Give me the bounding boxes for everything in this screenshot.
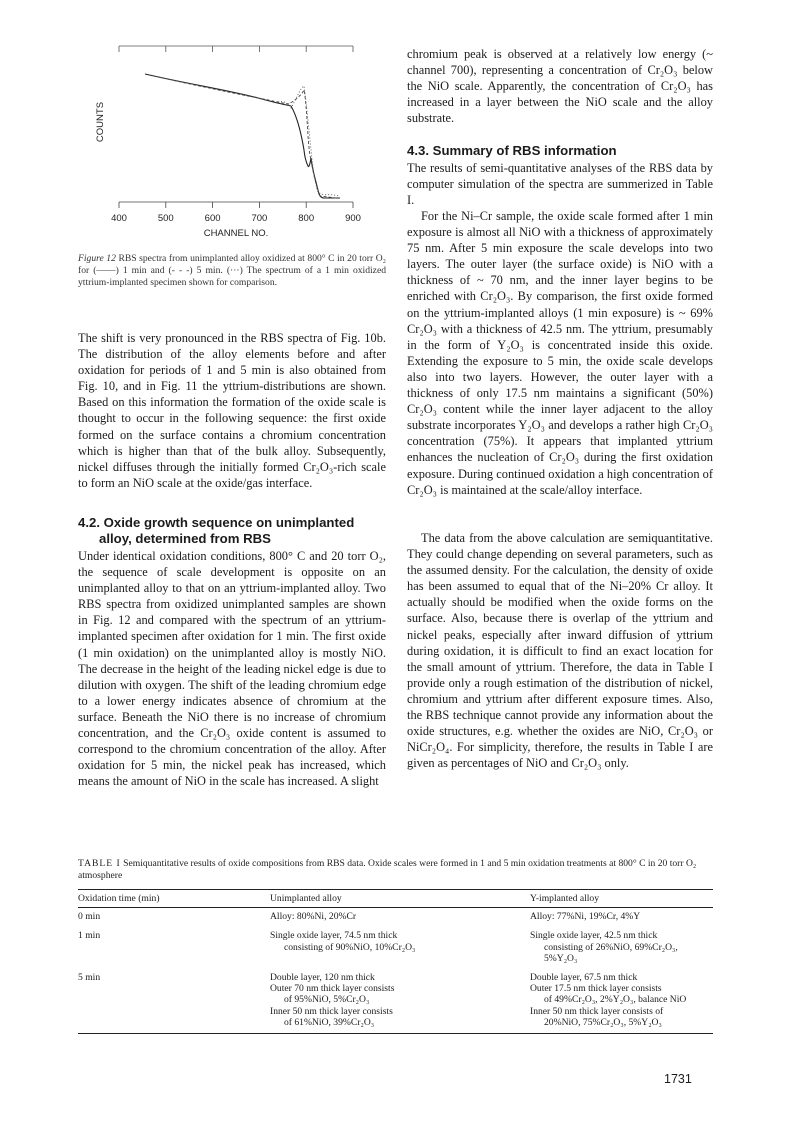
left-paragraph-1: The shift is very pronounced in the RBS spectra of Fig. 10b. The distribution of the alloy elements before and after oxidation for periods of 1 and 5 min is also obtained from Fig. 10, and in Fig. 11 the yttrium-distributions are shown. Based on this information the formation of the oxide scale is thought to occur in the following sequence: the first oxide formed on the surface contains a chromium concentration which is higher than that of the bulk alloy. Subsequently, nickel diffuses through the initially formed Cr₂O₃-rich scale to form an NiO scale at the oxide/gas interface.: [78, 331, 386, 490]
chart-bottom-ticks: [119, 202, 353, 208]
table-cell-time: 5 min: [78, 969, 270, 1034]
table-cell-time: 0 min: [78, 911, 101, 923]
page-number: 1731: [664, 1072, 692, 1086]
table-cell-line: Inner 50 nm thick layer consists: [270, 1005, 393, 1017]
xtick-label-800: 800: [298, 213, 315, 224]
xtick-label-500: 500: [157, 213, 174, 224]
section-4-2-heading-line1: 4.2. Oxide growth sequence on unimplanted: [78, 515, 355, 530]
chart-top-ticks: [119, 46, 353, 52]
table-row: [78, 927, 713, 969]
table-cell-line: Single oxide layer, 42.5 nm thick: [530, 930, 658, 942]
figure-12-caption: [78, 253, 386, 289]
table-cell-line: of 95%NiO, 5%Cr₂O₃: [284, 994, 370, 1006]
section-4-2-heading: [78, 515, 386, 547]
chart-x-label: CHANNEL NO.: [203, 228, 269, 239]
table-cell-unimplanted: [270, 927, 530, 969]
table-cell-line: 20%NiO, 75%Cr₂O₃, 5%Y₂O₃: [544, 1016, 662, 1028]
spectrum-yttrium-dotted: [278, 86, 340, 196]
figure-12-caption-label: Figure 12: [78, 253, 116, 264]
table-row: [78, 908, 713, 928]
table-cell-implanted: [530, 927, 713, 969]
table-cell-line: Alloy: 80%Ni, 20%Cr: [270, 911, 357, 923]
table-header-time: Oxidation time (min): [78, 890, 270, 908]
table-header-row: [78, 890, 713, 908]
right-paragraph-1: chromium peak is observed at a relatively low energy (~ channel 700), representing a concentration of Cr₂O₃ below the NiO scale. Apparently, the concentration of Cr₂O₃ has increased in a layer between the NiO scale and the alloy substrate.: [407, 47, 713, 126]
xtick-label-900: 900: [345, 213, 361, 224]
figure-12: [78, 40, 386, 239]
table-1: [78, 858, 713, 1034]
chart-y-label: COUNTS: [95, 101, 106, 143]
right-paragraph-2: The results of semi-quantitative analyses of the RBS data by computer simulation of the spectra are summerized in Table I.: [407, 161, 713, 208]
table-cell-line: 5%Y₂O₃: [544, 952, 578, 964]
table-cell-line: of 61%NiO, 39%Cr₂O₃: [284, 1016, 375, 1028]
xtick-label-600: 600: [204, 213, 221, 224]
xtick-label-700: 700: [251, 213, 268, 224]
table-row: [78, 969, 713, 1034]
table-cell-line: Outer 70 nm thick layer consists: [270, 983, 395, 995]
table-cell-unimplanted: [270, 969, 530, 1034]
table-cell-line: consisting of 26%NiO, 69%Cr₂O₃,: [544, 941, 678, 953]
table-header-implanted: Y-implanted alloy: [530, 890, 713, 908]
section-4-2-heading-line2: alloy, determined from RBS: [99, 531, 271, 546]
right-paragraph-4: The data from the above calculation are semiquantitative. They could change depending on several parameters, such as the assumed density. For the calculation, the density of oxide has been assumed to equal that of the Ni–20% Cr alloy. It actually should be modified when the oxide forms on the surface. Also, because there is overlap of the yttrium and nickel peaks, especially after inward diffusion of yttrium during oxidation, it is difficult to find an exact location for the small amount of yttrium. Therefore, the data in Table I provide only a rough estimation of the distribution of nickel, chromium and yttrium after different exposure times. Also, the RBS technique cannot provide any information about the oxide structures, e.g. whether the oxides are NiO, Cr₂O₃ or NiCr₂O₄. For simplicity, therefore, the results in Table I are given as percentages of NiO and Cr₂O₃ only.: [407, 531, 713, 771]
table-cell-time: 1 min: [78, 930, 101, 942]
table-cell-line: Double layer, 120 nm thick: [270, 972, 375, 984]
table-cell-unimplanted: [270, 908, 530, 928]
left-paragraph-2: Under identical oxidation conditions, 800° C and 20 torr O₂, the sequence of scale development is opposite on an unimplanted alloy to that on an yttrium-implanted alloy. Two RBS spectra from oxidized unimplanted samples are shown in Fig. 12 and compared with the spectrum of an yttrium-implanted specimen after oxidation for 1 min. The first oxide (1 min oxidation) on the unimplanted alloy is mostly NiO. The decrease in the height of the leading nickel edge is due to dilution with oxygen. The shift of the leading chromium edge to a lower energy indicates absence of chromium at the surface. Beneath the NiO there is no increase of chromium concentration, and the Cr₂O₃ oxide content is assumed to correspond to the chromium concentration of the alloy. After oxidation for 5 min, the nickel peak has increased, which means the amount of NiO in the scale has increased. A slight: [78, 549, 386, 789]
table-cell-line: Alloy: 77%Ni, 19%Cr, 4%Y: [530, 911, 641, 923]
table-header-unimplanted: Unimplanted alloy: [270, 890, 530, 908]
table-body: [78, 908, 713, 1034]
rbs-spectrum-chart: [78, 40, 386, 240]
table-1-label: TABLE I: [78, 858, 121, 869]
right-paragraph-3: For the Ni–Cr sample, the oxide scale formed after 1 min exposure is almost all NiO with a thickness of approximately 75 nm. After 5 min exposure the scale develops into two layers. The outer layer (the surface oxide) is NiO with a thickness of ~ 70 nm, and the inner layer begins to be enriched with Cr₂O₃. By comparison, the first oxide formed on the yttrium-implanted alloys (1 min exposure) is ~ 69% Cr₂O₃ with a thickness of 42.5 nm. The yttrium, presumably in the form of Y₂O₃ is concentrated inside this oxide. Extending the exposure to 5 min, the oxide scale develops also into two layers. However, the outer layer with a thickness of only 17.5 nm maintains a significant (50%) Cr₂O₃ content while the inner layer adjacent to the alloy substrate incorporates Y₂O₃ and develops a rather high Cr₂O₃ concentration (75%). It appears that implanted yttrium enhances the nucleation of Cr₂O₃ during the first oxidation exposure. During continued oxidation a high concentration of Cr₂O₃ is maintained at the scale/alloy interface.: [407, 209, 713, 497]
table-cell-implanted: [530, 969, 713, 1034]
figure-12-caption-text: RBS spectra from unimplanted alloy oxidized at 800° C in 20 torr O₂ for (——) 1 min and (- - -) 5 min. (···) The spectrum of a 1 min oxidized yttrium-implanted specimen shown for comparison.: [78, 253, 386, 288]
table-1-grid: [78, 889, 713, 1034]
section-4-3-heading: 4.3. Summary of RBS information: [407, 143, 617, 158]
table-cell-line: Inner 50 nm thick layer consists of: [530, 1005, 664, 1017]
spectrum-1min-solid: [145, 74, 340, 198]
table-cell-implanted: [530, 908, 713, 928]
table-cell-line: Single oxide layer, 74.5 nm thick: [270, 930, 398, 942]
table-cell-line: Outer 17.5 nm thick layer consists: [530, 983, 662, 995]
chart-xtick-labels: [111, 213, 361, 224]
table-1-caption: [78, 858, 713, 882]
table-cell-line: consisting of 90%NiO, 10%Cr₂O₃: [284, 941, 416, 953]
table-cell-line: of 49%Cr₂O₃, 2%Y₂O₃, balance NiO: [544, 994, 687, 1006]
table-cell-line: Double layer, 67.5 nm thick: [530, 972, 638, 984]
xtick-label-400: 400: [111, 213, 127, 224]
table-1-caption-text: Semiquantitative results of oxide compositions from RBS data. Oxide scales were formed in 1 and 5 min oxidation treatments at 800° C in 20 torr O₂ atmosphere: [78, 858, 697, 881]
